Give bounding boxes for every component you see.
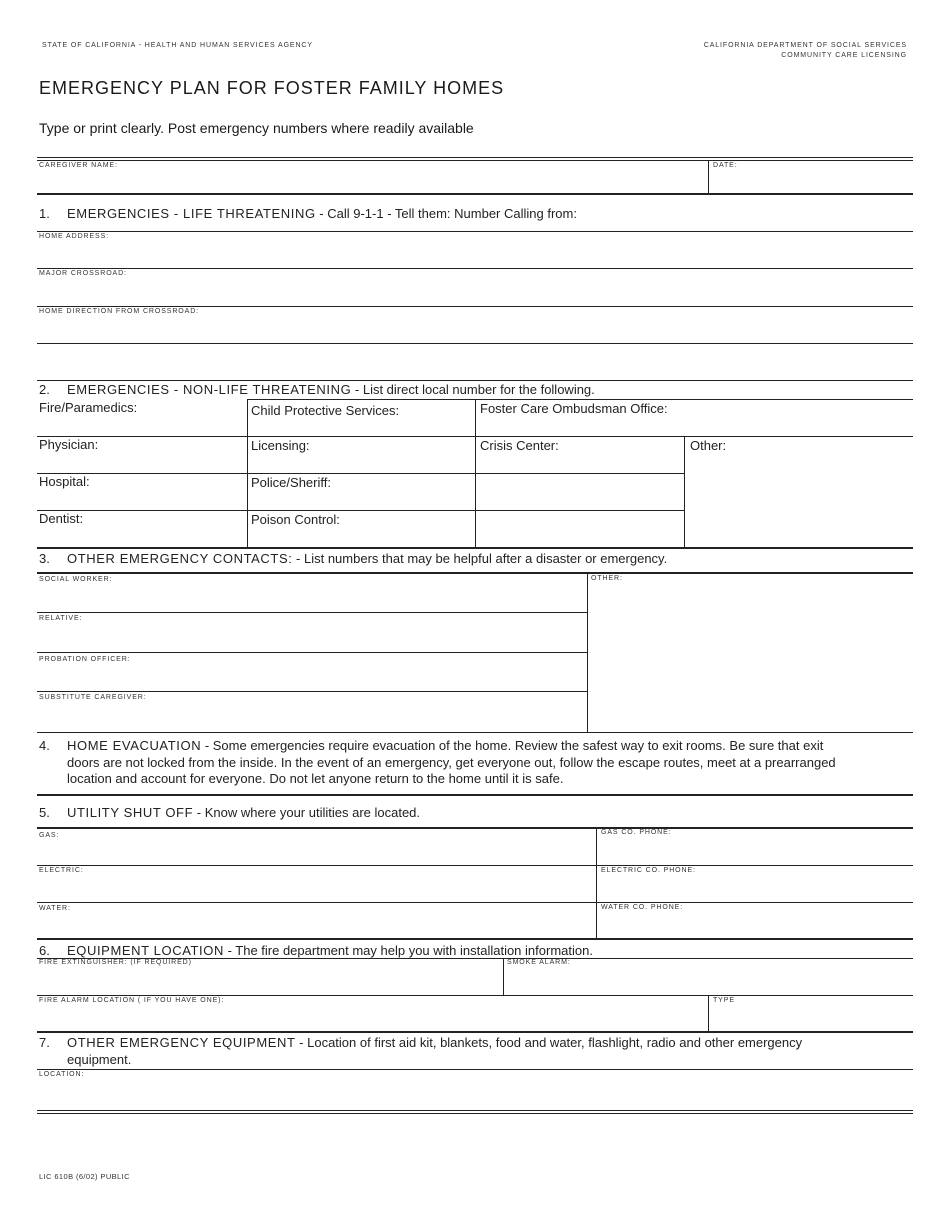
rule <box>37 794 913 796</box>
electric-phone-field[interactable] <box>597 866 913 901</box>
section-7-title: OTHER EMERGENCY EQUIPMENT <box>67 1035 296 1050</box>
ombudsman-field[interactable]: Foster Care Ombudsman Office: <box>480 401 668 416</box>
poison-control-field[interactable]: Poison Control: <box>251 512 340 527</box>
section-5-title: UTILITY SHUT OFF <box>67 805 194 820</box>
other-contacts-field[interactable] <box>588 574 913 731</box>
rule <box>37 343 913 344</box>
substitute-caregiver-field[interactable] <box>37 692 586 731</box>
child-protective-services-field[interactable]: Child Protective Services: <box>251 403 400 418</box>
equipment-location-field[interactable] <box>37 1070 913 1110</box>
section-6-heading <box>39 943 593 958</box>
form-id: LIC 610B (6/02) PUBLIC <box>39 1172 130 1181</box>
water-label: WATER: <box>39 905 71 912</box>
gas-phone-field[interactable] <box>597 829 913 864</box>
major-crossroad-label: MAJOR CROSSROAD: <box>39 270 127 277</box>
section-3-heading <box>39 551 667 566</box>
gas-phone-label: GAS CO. PHONE: <box>601 829 672 836</box>
division-line: COMMUNITY CARE LICENSING <box>781 52 907 59</box>
department-line: CALIFORNIA DEPARTMENT OF SOCIAL SERVICES <box>703 42 907 49</box>
rule <box>37 547 913 549</box>
gas-location-field[interactable] <box>37 829 595 864</box>
licensing-field[interactable]: Licensing: <box>251 438 310 453</box>
date-field[interactable] <box>709 161 913 193</box>
section-7-line-2: equipment. <box>67 1052 132 1067</box>
section-4-line-3: location and account for everyone. Do not let anyone return to the home until it is safe. <box>67 771 564 786</box>
hospital-field[interactable]: Hospital: <box>39 474 90 489</box>
top-rule <box>37 157 913 158</box>
rule <box>37 1110 913 1111</box>
crisis-center-field[interactable]: Crisis Center: <box>480 438 559 453</box>
home-direction-field[interactable] <box>37 307 913 343</box>
probation-officer-field[interactable] <box>37 653 586 691</box>
rule <box>37 436 913 437</box>
major-crossroad-field[interactable] <box>37 269 913 305</box>
section-5-heading <box>39 805 420 820</box>
section-5-text: - Know where your utilities are located. <box>193 805 421 820</box>
section-6-title: EQUIPMENT LOCATION <box>67 943 224 958</box>
substitute-caregiver-label: SUBSTITUTE CAREGIVER: <box>39 694 147 701</box>
agency-line: STATE OF CALIFORNIA - HEALTH AND HUMAN SERVICES AGENCY <box>42 42 313 49</box>
fire-alarm-label: FIRE ALARM LOCATION ( IF YOU HAVE ONE): <box>39 997 225 1004</box>
section-4-block <box>39 738 911 788</box>
section-4-title: HOME EVACUATION <box>67 738 202 753</box>
section-4-line-1: - Some emergencies require evacuation of the home. Review the safest way to exit rooms. Be sure that exit <box>201 738 824 753</box>
rule <box>37 938 913 940</box>
section-6-text: - The fire department may help you with installation information. <box>223 943 593 958</box>
gas-label: GAS: <box>39 832 60 839</box>
section-2-heading <box>39 382 595 397</box>
fire-alarm-type-label: TYPE <box>713 997 735 1004</box>
section-3-title: OTHER EMERGENCY CONTACTS: <box>67 551 293 566</box>
rule <box>37 732 913 733</box>
physician-field[interactable]: Physician: <box>39 437 99 452</box>
section-4-line-2: doors are not locked from the inside. In the event of an emergency, get everyone out, follow the escape routes, meet at a prearranged <box>67 754 836 770</box>
equipment-location-label: LOCATION: <box>39 1071 85 1078</box>
electric-location-field[interactable] <box>37 866 595 901</box>
section-7-line-1: - Location of first aid kit, blankets, food and water, flashlight, radio and other emergency <box>295 1035 803 1050</box>
blank-number-field-1[interactable] <box>476 474 683 509</box>
smoke-alarm-field[interactable] <box>504 959 913 994</box>
section-3-text: - List numbers that may be helpful after a disaster or emergency. <box>292 551 668 566</box>
electric-label: ELECTRIC: <box>39 867 84 874</box>
fire-alarm-location-field[interactable] <box>37 996 707 1030</box>
fire-extinguisher-field[interactable] <box>37 959 502 994</box>
rule <box>247 399 913 400</box>
caregiver-name-label: CAREGIVER NAME: <box>39 162 118 169</box>
other-number-field[interactable]: Other: <box>690 438 727 453</box>
section-1-text: - Call 9-1-1 - Tell them: Number Calling from: <box>315 206 577 221</box>
section-4-number: 4. <box>39 738 50 753</box>
rule <box>37 193 913 195</box>
fire-alarm-type-field[interactable] <box>709 996 913 1030</box>
social-worker-label: SOCIAL WORKER: <box>39 576 113 583</box>
home-direction-label: HOME DIRECTION FROM CROSSROAD: <box>39 308 200 315</box>
section-1-heading <box>39 206 577 221</box>
section-6-number: 6. <box>39 943 50 958</box>
section-2-text: - List direct local number for the following. <box>351 382 595 397</box>
probation-officer-label: PROBATION OFFICER: <box>39 656 131 663</box>
section-2-title: EMERGENCIES - NON-LIFE THREATENING <box>67 382 352 397</box>
dentist-field[interactable]: Dentist: <box>39 511 84 526</box>
home-address-label: HOME ADDRESS: <box>39 233 110 240</box>
water-phone-label: WATER CO. PHONE: <box>601 904 684 911</box>
section-3-number: 3. <box>39 551 50 566</box>
smoke-alarm-label: SMOKE ALARM: <box>507 959 571 966</box>
rule <box>37 1113 913 1114</box>
section-7-block <box>39 1034 802 1068</box>
section-7-number: 7. <box>39 1035 50 1050</box>
section-1-number: 1. <box>39 206 50 221</box>
water-phone-field[interactable] <box>597 903 913 937</box>
caregiver-name-field[interactable] <box>37 161 708 193</box>
section-2-number: 2. <box>39 382 50 397</box>
section-5-number: 5. <box>39 805 50 820</box>
divider <box>684 436 685 547</box>
blank-number-field-2[interactable] <box>476 511 683 546</box>
form-subtitle: Type or print clearly. Post emergency numbers where readily available <box>39 120 474 136</box>
electric-phone-label: ELECTRIC CO. PHONE: <box>601 867 696 874</box>
fire-paramedics-field[interactable]: Fire/Paramedics: <box>39 400 138 415</box>
date-label: DATE: <box>713 162 738 169</box>
other-contacts-label: OTHER: <box>591 575 623 582</box>
form-title: EMERGENCY PLAN FOR FOSTER FAMILY HOMES <box>39 78 505 98</box>
home-address-field[interactable] <box>37 232 913 268</box>
relative-field[interactable] <box>37 613 586 651</box>
police-sheriff-field[interactable]: Police/Sheriff: <box>251 475 331 490</box>
social-worker-field[interactable] <box>37 574 586 612</box>
relative-label: RELATIVE: <box>39 615 83 622</box>
rule <box>37 380 913 381</box>
section-1-title: EMERGENCIES - LIFE THREATENING <box>67 206 316 221</box>
water-location-field[interactable] <box>37 903 595 937</box>
rule <box>37 1031 913 1033</box>
fire-extinguisher-label: FIRE EXTINGUISHER: (IF REQUIRED) <box>39 959 192 966</box>
